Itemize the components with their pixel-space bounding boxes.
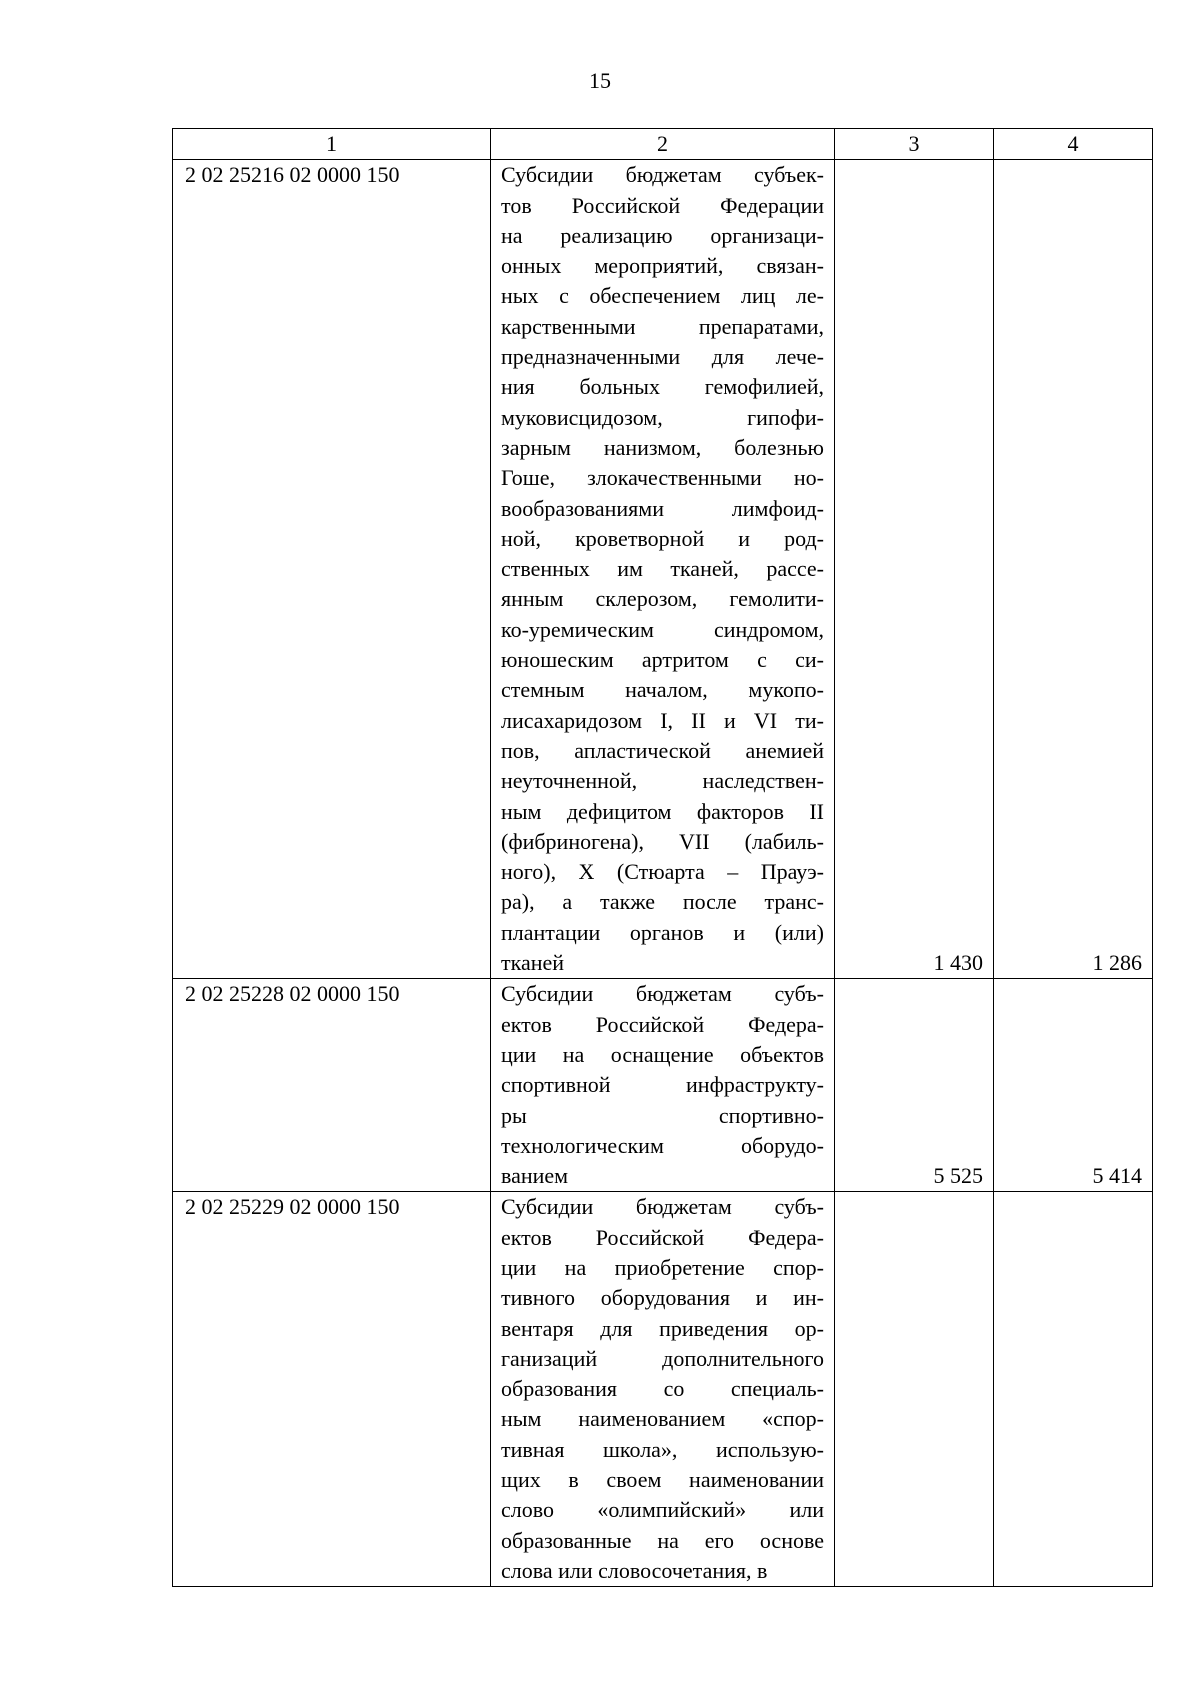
description-line: Гоше, злокачественными но- xyxy=(501,465,824,491)
description-line: предназначенными для лече- xyxy=(501,344,824,370)
amount-cell-col4: 5 414 xyxy=(994,979,1153,1192)
description-line: тивная школа», использую- xyxy=(501,1436,824,1462)
description-line: слова или словосочетания, в xyxy=(501,1557,768,1583)
column-header-1: 1 xyxy=(173,129,491,160)
description-line: стемным началом, мукопо- xyxy=(501,677,824,703)
description-line: ра), а также после транс- xyxy=(501,889,824,915)
description-line: Субсидии бюджетам субъ- xyxy=(501,981,824,1007)
description-line: ганизаций дополнительного xyxy=(501,1345,824,1371)
description-line: на реализацию организаци- xyxy=(501,222,824,248)
description-line: образованные на его основе xyxy=(501,1527,824,1553)
description-line: ных с обеспечением лиц ле- xyxy=(501,283,824,309)
page-number: 15 xyxy=(589,68,611,93)
amount-cell-col3: 1 430 xyxy=(835,160,994,979)
budget-code-cell: 2 02 25216 02 0000 150 xyxy=(173,160,491,979)
description-line: тивного оборудования и ин- xyxy=(501,1285,824,1311)
description-line: онных мероприятий, связан- xyxy=(501,253,824,279)
description-line: слово «олимпийский» или xyxy=(501,1497,824,1523)
description-line: тканей xyxy=(501,950,565,976)
amount-cell-col3 xyxy=(835,1192,994,1587)
description-line: янным склерозом, гемолити- xyxy=(501,586,824,612)
description-line: Субсидии бюджетам субъ- xyxy=(501,1194,824,1220)
amount-cell-col3: 5 525 xyxy=(835,979,994,1192)
description-line: ции на приобретение спор- xyxy=(501,1254,824,1280)
description-line: ного), X (Стюарта – Прауэ- xyxy=(501,859,824,885)
description-cell xyxy=(491,979,835,1192)
description-line: муковисцидозом, гипофи- xyxy=(501,404,824,430)
description-line: плантации органов и (или) xyxy=(501,919,824,945)
description-line: Субсидии бюджетам субъек- xyxy=(501,162,824,188)
description-cell xyxy=(491,1192,835,1587)
description-line: лисахаридозом I, II и VI ти- xyxy=(501,707,824,733)
description-line: ко-уремическим синдромом, xyxy=(501,616,824,642)
description-line: ным наименованием «спор- xyxy=(501,1406,824,1432)
amount-cell-col4 xyxy=(994,1192,1153,1587)
description-line: вентаря для приведения ор- xyxy=(501,1315,824,1341)
description-line: тов Российской Федерации xyxy=(501,192,824,218)
budget-code-cell: 2 02 25229 02 0000 150 xyxy=(173,1192,491,1587)
table-row xyxy=(173,1192,1153,1587)
description-line: ной, кроветворной и род- xyxy=(501,525,824,551)
column-header-4: 4 xyxy=(994,129,1153,160)
description-line: ры спортивно- xyxy=(501,1102,824,1128)
description-cell xyxy=(491,160,835,979)
description-line: щих в своем наименовании xyxy=(501,1467,824,1493)
description-line: ектов Российской Федера- xyxy=(501,1224,824,1250)
description-line: ственных им тканей, рассе- xyxy=(501,556,824,582)
description-line: ным дефицитом факторов II xyxy=(501,798,824,824)
description-line: образования со специаль- xyxy=(501,1376,824,1402)
description-line: технологическим оборудо- xyxy=(501,1132,824,1158)
description-line: юношеским артритом с си- xyxy=(501,647,824,673)
amount-cell-col4: 1 286 xyxy=(994,160,1153,979)
table-row xyxy=(173,979,1153,1192)
description-line: пов, апластической анемией xyxy=(501,737,824,763)
description-line: вообразованиями лимфоид- xyxy=(501,495,824,521)
header-row xyxy=(173,129,1153,160)
description-line: спортивной инфраструкту- xyxy=(501,1072,824,1098)
description-line: зарным нанизмом, болезнью xyxy=(501,434,824,460)
column-header-3: 3 xyxy=(835,129,994,160)
column-header-2: 2 xyxy=(491,129,835,160)
description-line: ции на оснащение объектов xyxy=(501,1041,824,1067)
description-line: ванием xyxy=(501,1163,569,1189)
description-line: неуточненной, наследствен- xyxy=(501,768,824,794)
budget-table xyxy=(172,128,1153,1587)
description-line: ектов Российской Федера- xyxy=(501,1011,824,1037)
description-line: ния больных гемофилией, xyxy=(501,374,824,400)
table-row xyxy=(173,160,1153,979)
description-line: карственными препаратами, xyxy=(501,313,824,339)
description-line: (фибриногена), VII (лабиль- xyxy=(501,828,824,854)
budget-code-cell: 2 02 25228 02 0000 150 xyxy=(173,979,491,1192)
